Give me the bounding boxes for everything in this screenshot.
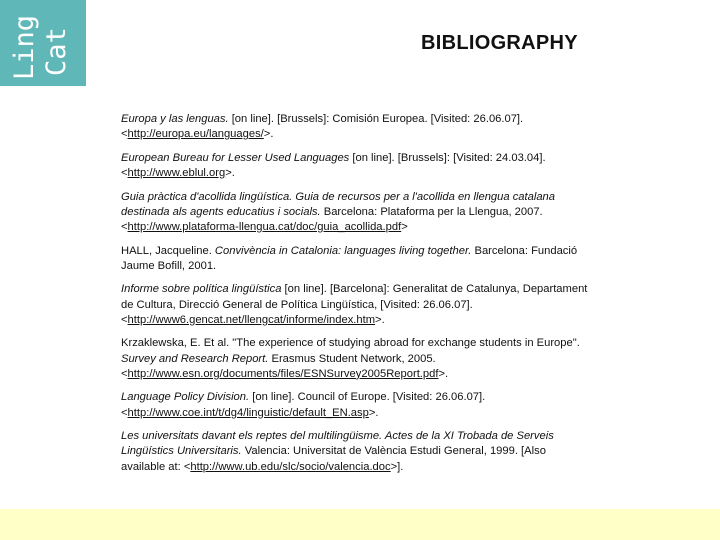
reference-item <box>121 244 591 274</box>
reference-text: Erasmus Student Network, 2005. <box>268 352 436 365</box>
reference-item: Krzaklewska, E. Et al. "The experience of studying abroad for exchange students in Europe". Survey and Research Report. Erasmus Student Network, 2005. <http://www.esn.org/documents/files/ESNSurvey2005Report.pdf>. <box>121 337 580 380</box>
reference-text: [on line]. [Brussels]: [Visited: 24.03.04]. <box>349 151 546 164</box>
reference-link[interactable]: http://www.eblul.org <box>127 167 226 179</box>
reference-item: Language Policy Division. [on line]. Council of Europe. [Visited: 26.06.07]. <http://www.coe.int/t/dg4/linguistic/default_EN.asp>. <box>121 391 486 419</box>
reference-link[interactable]: http://www.plataforma-llengua.cat/doc/guia_acollida.pdf <box>127 221 402 233</box>
reference-text: [on line]. Council of Europe. [Visited: 26.06.07]. <box>249 391 486 404</box>
lingcat-logo <box>0 0 86 86</box>
reference-text: Barcelona: Plataforma per la Llengua, 2007. <box>320 205 543 218</box>
reference-tail: > <box>401 221 408 233</box>
reference-author: HALL, Jacqueline. <box>121 244 215 257</box>
page-title: BIBLIOGRAPHY <box>421 32 578 54</box>
reference-title: Guia pràctica d'acollida lingüística. Guia de recursos per a l'acollida en llengua catalana destinada als agents educatius i socials. <box>121 190 556 218</box>
reference-author: Krzaklewska, E. Et al. "The experience of studying abroad for exchange students in Europe". <box>121 337 580 350</box>
reference-title: Language Policy Division. <box>121 391 250 404</box>
reference-item <box>121 429 591 475</box>
reference-tail: >. <box>225 167 235 179</box>
reference-tail: >. <box>375 313 385 326</box>
reference-link[interactable]: http://www6.gencat.net/llengcat/informe/index.htm <box>127 313 376 326</box>
reference-text: [on line]. [Brussels]: Comisión Europea. [Visited: 26.06.07]. <box>228 113 524 125</box>
reference-item: Europa y las lenguas. [on line]. [Brussels]: Comisión Europea. [Visited: 26.06.07]. <http://europa.eu/languages/>. <box>121 113 524 141</box>
reference-link[interactable]: http://www.esn.org/documents/files/ESNSurvey2005Report.pdf <box>127 367 439 380</box>
reference-tail: >. <box>438 367 449 380</box>
reference-title: Europa y las lenguas. <box>121 113 229 125</box>
reference-tail: >]. <box>390 460 404 473</box>
reference-title: Informe sobre política lingüística <box>121 283 282 296</box>
reference-title: European Bureau for Lesser Used Languages <box>121 151 350 164</box>
reference-text: Barcelona: Fundació Jaume Bofill, 2001. <box>121 244 578 272</box>
reference-title: Les universitats davant els reptes del multilingüisme. Actes de la XI Trobada de Serveis Lingüístics Universitaris. <box>121 430 554 458</box>
footer-bar <box>0 509 720 540</box>
reference-link[interactable]: http://www.ub.edu/slc/socio/valencia.doc <box>190 460 391 473</box>
logo-text-cat: Cat <box>41 27 72 76</box>
reference-item: Informe sobre política lingüística [on line]. [Barcelona]: Generalitat de Catalunya, Departament de Cultura, Direcció General de Política Lingüística, [Visited: 26.06.07]. <http://www6.gencat.net/llengcat/informe/index.htm>. <box>121 283 588 326</box>
reference-link[interactable]: http://europa.eu/languages/ <box>127 128 264 141</box>
reference-text: Valencia: Universitat de València Estudi General, 1999. [Also available at: < <box>121 445 546 473</box>
reference-text: [on line]. [Barcelona]: Generalitat de Catalunya, Departament de Cultura, Direcció General de Política Lingüística, [Visited: 26.06.07]. <box>121 283 588 311</box>
reference-link[interactable]: http://www.coe.int/t/dg4/linguistic/default_EN.asp <box>127 406 369 419</box>
reference-tail: >. <box>368 406 379 419</box>
reference-tail: >. <box>263 128 274 141</box>
reference-item: European Bureau for Lesser Used Languages [on line]. [Brussels]: [Visited: 24.03.04]. <http://www.eblul.org>. <box>121 151 546 179</box>
reference-title: Survey and Research Report. <box>121 352 269 365</box>
reference-list <box>121 112 591 483</box>
logo-text-ling: Ling <box>9 14 40 80</box>
reference-title: Convivència in Catalonia: languages living together. <box>214 244 472 257</box>
reference-item: Guia pràctica d'acollida lingüística. Guia de recursos per a l'acollida en llengua catalana destinada als agents educatius i socials. Barcelona: Plataforma per la Llengua, 2007. <http://www.plataforma-llengua.cat/doc/guia_acollida.pdf> <box>121 190 556 233</box>
